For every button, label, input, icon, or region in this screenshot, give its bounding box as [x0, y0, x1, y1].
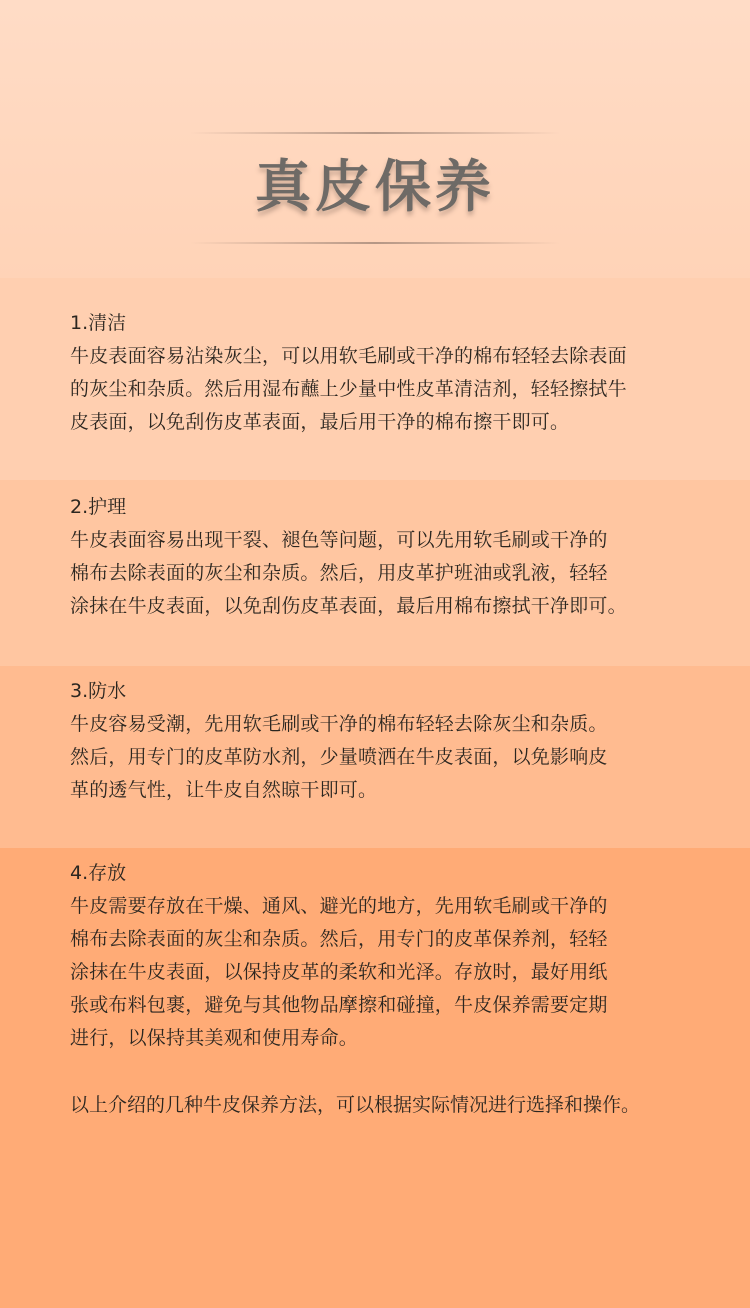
section-cleaning: [0, 278, 750, 480]
section-line: 涂抹在牛皮表面，以保持皮革的柔软和光泽。存放时，最好用纸: [70, 961, 608, 983]
section-line: 张或布料包裹，避免与其他物品摩擦和碰撞，牛皮保养需要定期: [70, 994, 608, 1016]
section-line: 进行，以保持其美观和使用寿命。: [70, 1027, 359, 1049]
section-care: [0, 480, 750, 666]
title-divider-bottom: [190, 242, 560, 244]
title-divider-top: [190, 132, 560, 134]
section-line: 涂抹在牛皮表面，以免刮伤皮革表面，最后用棉布擦拭干净即可。: [70, 595, 627, 617]
page-title: 真皮保养: [255, 155, 495, 220]
section-line: 牛皮容易受潮，先用软毛刷或干净的棉布轻轻去除灰尘和杂质。: [70, 713, 608, 735]
section-body: [70, 891, 710, 1056]
section-line: 牛皮表面容易沾染灰尘，可以用软毛刷或干净的棉布轻轻去除表面: [70, 345, 627, 367]
section-heading: 3.防水: [70, 680, 127, 702]
section-storage: [0, 848, 750, 1308]
section-line: 棉布去除表面的灰尘和杂质。然后，用专门的皮革保养剂，轻轻: [70, 928, 608, 950]
section-line: 牛皮表面容易出现干裂、褪色等问题，可以先用软毛刷或干净的: [70, 529, 608, 551]
section-line: 革的透气性，让牛皮自然晾干即可。: [70, 779, 378, 801]
section-waterproof: [0, 666, 750, 848]
section-heading: 4.存放: [70, 862, 127, 884]
section-heading: 2.护理: [70, 496, 127, 518]
title-banner: [0, 0, 750, 278]
conclusion-text: 以上介绍的几种牛皮保养方法，可以根据实际情况进行选择和操作。: [70, 1094, 641, 1116]
section-line: 牛皮需要存放在干燥、通风、避光的地方，先用软毛刷或干净的: [70, 895, 608, 917]
section-heading: 1.清洁: [70, 312, 127, 334]
section-line: 的灰尘和杂质。然后用湿布蘸上少量中性皮革清洁剂，轻轻擦拭牛: [70, 378, 627, 400]
section-body: [70, 341, 710, 440]
section-line: 棉布去除表面的灰尘和杂质。然后，用皮革护班油或乳液，轻轻: [70, 562, 608, 584]
section-line: 皮表面，以免刮伤皮革表面，最后用干净的棉布擦干即可。: [70, 411, 570, 433]
section-body: [70, 709, 710, 808]
section-line: 然后，用专门的皮革防水剂，少量喷洒在牛皮表面，以免影响皮: [70, 746, 608, 768]
section-body: [70, 525, 710, 624]
